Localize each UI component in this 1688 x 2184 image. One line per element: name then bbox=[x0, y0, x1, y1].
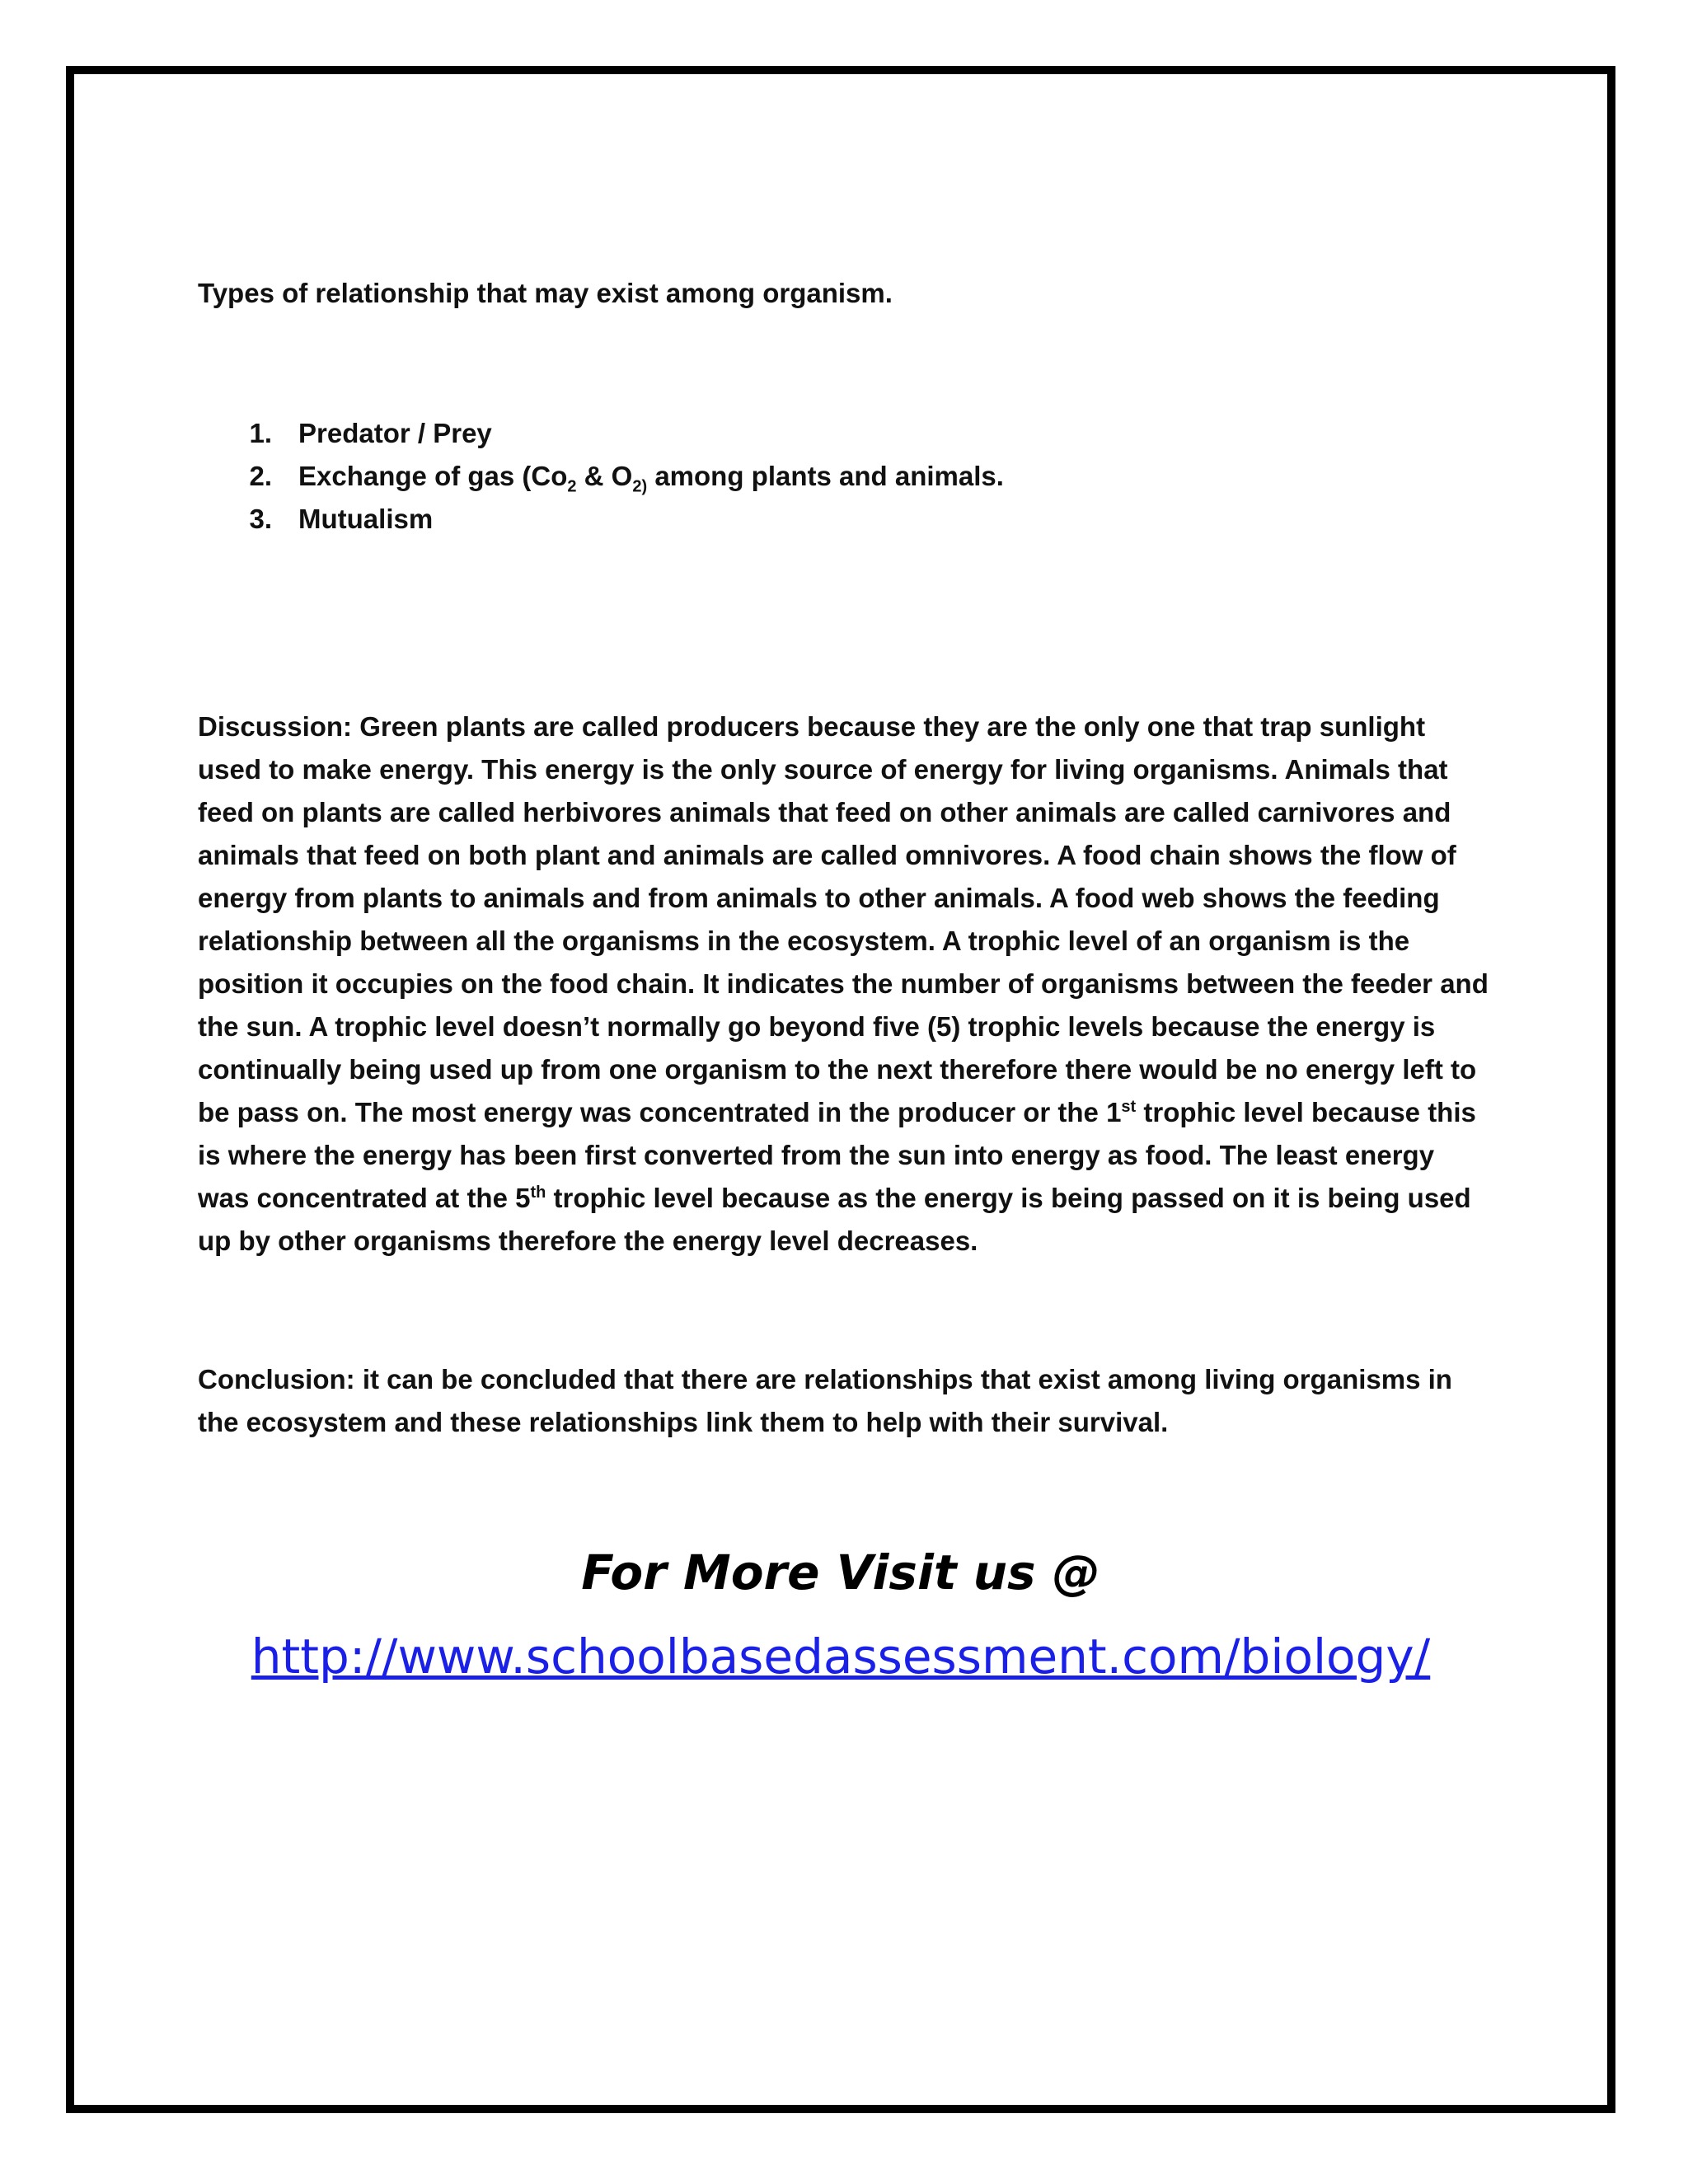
document-heading: Types of relationship that may exist among organism. bbox=[198, 278, 893, 308]
document-body bbox=[198, 272, 1492, 1444]
discussion-paragraph: Discussion: Green plants are called producers because they are the only one that trap sunlight used to make energy. This energy is the only source of energy for living organisms. Animals that feed on plants are called herbivores animals that feed on other animals are called carnivores and animals that feed on both plant and animals are called omnivores. A food chain shows the flow of energy from plants to animals and from animals to other animals. A food web shows the feeding relationship between all the organisms in the ecosystem. A trophic level of an organism is the position it occupies on the food chain. It indicates the number of organisms between the feeder and the sun. A trophic level doesn’t normally go beyond five (5) trophic levels because the energy is continually being used up from one organism to the next therefore there would be no energy left to be pass on. The most energy was concentrated in the producer or the 1st trophic level because this is where the energy has been first converted from the sun into energy as food. The least energy was concentrated at the 5th trophic level because as the energy is being passed on it is being used up by other organisms therefore the energy level decreases. bbox=[198, 711, 1489, 1256]
website-link[interactable]: http://www.schoolbasedassessment.com/biology/ bbox=[251, 1629, 1431, 1685]
conclusion-paragraph: Conclusion: it can be concluded that there are relationships that exist among living organisms in the ecosystem and these relationships link them to help with their survival. bbox=[198, 1364, 1452, 1437]
list-item-text: Exchange of gas ($Co_2$ & $O_{2)}$ among plants and animals. bbox=[298, 461, 1004, 496]
list-item-number: 1. bbox=[249, 418, 272, 448]
list-item-text: Predator / Prey bbox=[298, 418, 492, 448]
relationship-list bbox=[198, 412, 1492, 541]
list-item-number: 3. bbox=[249, 504, 272, 534]
list-item-number: 2. bbox=[249, 461, 272, 491]
list-item-text: Mutualism bbox=[298, 504, 434, 534]
visit-us-text: For More Visit us @ bbox=[581, 1544, 1100, 1601]
list-item bbox=[198, 455, 1492, 498]
list-item bbox=[198, 412, 1492, 455]
list-item bbox=[198, 498, 1492, 541]
